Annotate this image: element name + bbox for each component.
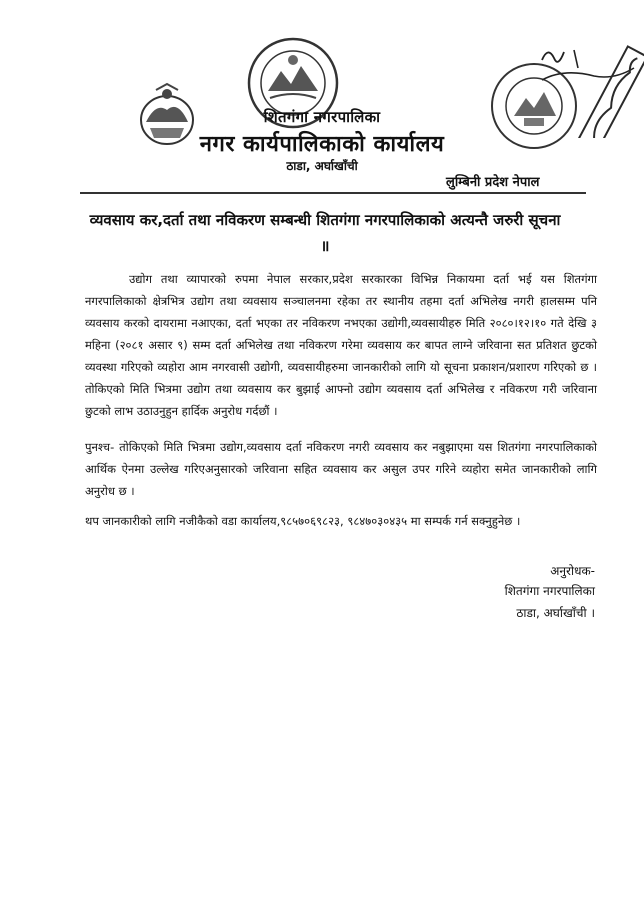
- notice-subject: व्यवसाय कर,दर्ता तथा नविकरण सम्बन्धी शितगंगा नगरपालिकाको अत्यन्तै जरुरी सूचना ॥: [89, 211, 561, 255]
- notice-paragraph-postscript: पुनश्च- तोकिएको मिति भित्रमा उद्योग,व्यवसाय दर्ता नविकरण नगरी व्यवसाय कर नबुझाएमा यस शितगंगा नगरपालिकाको आर्थिक ऐनमा उल्लेख गरिएअनुसारको जरिवाना सहित व्यवसाय कर असुल उपर गरिने व्यहोरा समेत जानकारीको लागि अनुरोध छ ।: [85, 440, 597, 498]
- requester-label: अनुरोधक-: [550, 564, 595, 578]
- notice-paragraph-main: उद्योग तथा व्यापारको रुपमा नेपाल सरकार,प्रदेश सरकारका विभिन्न निकायमा दर्ता भई यस शितगंगा नगरपालिकाको क्षेत्रभित्र उद्योग तथा व्यवसाय सञ्चालनमा रहेका तर स्थानीय तहमा दर्ता अभिलेख नगरी हालसम्म पनि व्यवसाय करको दायरामा नआएका, दर्ता भएका तर नविकरण नभएका उद्योगी,व्यवसायीहरु मिति २०८०।१२।१० गते देखि ३ महिना (२०८१ असार ९) सम्म दर्ता अभिलेख तथा नविकरण गरेमा व्यवसाय कर बापत लाग्ने जरिवाना सत प्रतिशत छुटको व्यवस्था गरिएको व्यहोरा आम नगरवासी उद्योगी, व्यवसायीहरुमा जानकारीको लागि यो सूचना प्रकाशन/प्रशारण गरिएको छ । तोकिएको मिति भित्रमा उद्योग तथा व्यवसाय कर बुझाई आफ्नो उद्योग व्यवसाय दर्ता अभिलेख र नविकरण गरी जरिवाना छुटको लाभ उठाउनुहुन हार्दिक अनुरोध गर्दछौं ।: [85, 272, 597, 418]
- notice-paragraph-contact: थप जानकारीको लागि नजीकैको वडा कार्यालय,९८५७०६९८२३, ९८४७०३०४३५ मा सम्पर्क गर्न सक्नुहुनेछ ।: [85, 514, 521, 528]
- office-address: ठाडा, अर्घाखाँची: [286, 159, 358, 173]
- header-divider: [80, 192, 586, 194]
- requester-name: शितगंगा नगरपालिका: [504, 584, 595, 598]
- requester-address: ठाडा, अर्घाखाँची ।: [516, 606, 595, 620]
- municipality-name: शितगंगा नगरपालिका: [263, 108, 381, 126]
- province-label: लुम्बिनी प्रदेश नेपाल: [446, 175, 540, 190]
- office-title: नगर कार्यपालिकाको कार्यालय: [199, 132, 445, 157]
